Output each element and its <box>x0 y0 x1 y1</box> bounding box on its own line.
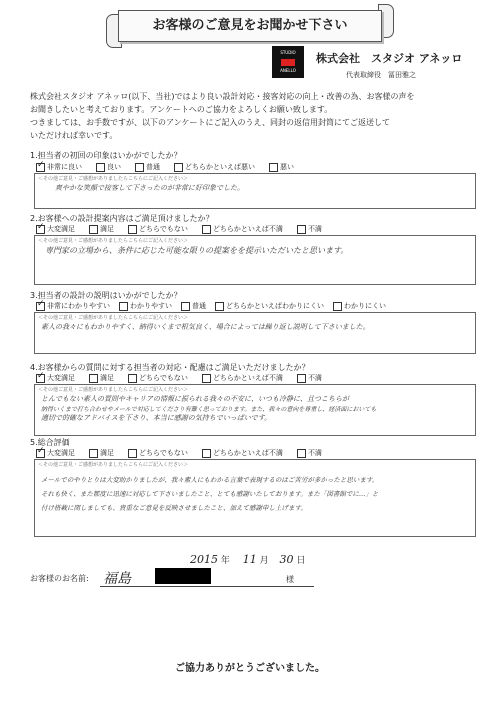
question-2-comment-box[interactable] <box>34 235 476 285</box>
customer-name-suffix: 様 <box>286 575 294 584</box>
company-name: 株式会社 スタジオ アネッロ <box>316 52 463 65</box>
option-label: 非常に良い <box>47 163 82 171</box>
q3-option[interactable] <box>181 301 206 311</box>
option-label: 不満 <box>307 374 322 382</box>
option-label: 大変満足 <box>47 225 75 233</box>
checkbox-icon[interactable] <box>135 163 144 172</box>
page-title: お客様のご意見をお聞かせ下さい <box>118 10 382 42</box>
company-logo <box>272 46 304 78</box>
intro-line: お聞きしたいと考えております。アンケートへのご協力をよろしくお願い致します。 <box>30 105 333 114</box>
q2-option[interactable] <box>202 224 283 234</box>
checkbox-icon[interactable] <box>89 225 98 234</box>
intro-line: つきましては、お手数ですが、以下のアンケートにご記入のうえ、同封の返信用封筒にてご返送して <box>30 118 390 127</box>
q3-option[interactable] <box>36 301 110 311</box>
option-label: 非常にわかりやすい <box>47 302 110 310</box>
q3-option[interactable] <box>119 301 172 311</box>
q1-option[interactable] <box>96 162 121 172</box>
q1-option[interactable] <box>174 162 255 172</box>
q1-option[interactable] <box>269 162 294 172</box>
checkbox-icon[interactable] <box>96 163 105 172</box>
representative-name: 代表取締役 冨田雅之 <box>346 71 416 79</box>
logo-text-bottom: ANELLO <box>280 68 296 73</box>
question-5-title: 5.総合評価 <box>30 438 70 447</box>
checkbox-checked-icon[interactable] <box>36 374 45 383</box>
option-label: 大変満足 <box>47 449 75 457</box>
question-1-comment-box[interactable] <box>34 173 476 209</box>
comment-handwriting: 爽やかな笑顔で接客して下さったのが非常に好印象でした。 <box>55 184 244 192</box>
comment-prompt: ＜その他ご意見・ご感想がありましたらこちらにご記入ください＞ <box>38 387 189 393</box>
question-5-comment-box[interactable] <box>34 459 476 537</box>
date-line <box>190 553 305 566</box>
option-label: わかりやすい <box>130 302 172 310</box>
option-label: 満足 <box>100 225 114 233</box>
question-1-options <box>36 162 294 172</box>
q5-option[interactable] <box>128 448 188 458</box>
q3-option[interactable] <box>333 301 386 311</box>
checkbox-icon[interactable] <box>297 225 306 234</box>
checkbox-icon[interactable] <box>128 225 137 234</box>
q2-option[interactable] <box>89 224 114 234</box>
q5-option[interactable] <box>202 448 283 458</box>
checkbox-checked-icon[interactable] <box>36 225 45 234</box>
checkbox-icon[interactable] <box>89 374 98 383</box>
checkbox-icon[interactable] <box>215 302 224 311</box>
question-3-comment-box[interactable] <box>34 312 476 354</box>
date-day: 30 <box>279 553 294 566</box>
checkbox-checked-icon[interactable] <box>36 163 45 172</box>
checkbox-icon[interactable] <box>174 163 183 172</box>
checkbox-checked-icon[interactable] <box>36 449 45 458</box>
q5-option[interactable] <box>89 448 114 458</box>
customer-name-label: お客様のお名前: <box>30 574 89 583</box>
option-label: 満足 <box>100 374 114 382</box>
logo-text-top: STUDIO <box>280 50 296 55</box>
checkbox-icon[interactable] <box>269 163 278 172</box>
option-label: 普通 <box>192 302 206 310</box>
checkbox-icon[interactable] <box>297 449 306 458</box>
question-4-options <box>36 373 322 383</box>
checkbox-icon[interactable] <box>202 449 211 458</box>
customer-name-handwriting: 福島 <box>103 571 131 587</box>
option-label: 不満 <box>307 225 322 233</box>
date-year: 2015 <box>190 553 218 566</box>
option-label: どちらでもない <box>139 225 188 233</box>
checkbox-icon[interactable] <box>89 449 98 458</box>
option-label: 普通 <box>146 163 160 171</box>
date-month: 11 <box>242 553 257 566</box>
comment-handwriting: 適切で的確なアドバイスを下さり、本当に感謝の気持ちでいっぱいです。 <box>41 414 272 422</box>
logo-red-mark <box>281 59 295 66</box>
option-label: 不満 <box>307 449 322 457</box>
option-label: 満足 <box>100 449 114 457</box>
question-1-title: 1.担当者の初回の印象はいかがでしたか？ <box>30 151 182 160</box>
question-2-options <box>36 224 322 234</box>
q2-option[interactable] <box>128 224 188 234</box>
checkbox-icon[interactable] <box>202 374 211 383</box>
q1-option[interactable] <box>135 162 160 172</box>
intro-line: いただければ幸いです。 <box>30 131 118 140</box>
q4-option[interactable] <box>202 373 283 383</box>
q5-option[interactable] <box>36 448 75 458</box>
option-label: どちらでもない <box>139 449 188 457</box>
q2-option[interactable] <box>36 224 75 234</box>
thank-you-message: ご協力ありがとうございました。 <box>175 663 325 674</box>
option-label: どちらかといえば不満 <box>212 449 283 457</box>
question-4-comment-box[interactable] <box>34 384 476 436</box>
option-label: どちらかといえば悪い <box>185 163 255 171</box>
option-label: 良い <box>107 163 121 171</box>
redaction-block <box>155 568 211 584</box>
q3-option[interactable] <box>215 301 324 311</box>
q4-option[interactable] <box>128 373 188 383</box>
comment-prompt: ＜その他ご意見・ご感想がありましたらこちらにご記入ください＞ <box>38 238 189 244</box>
date-month-label: 月 <box>259 556 269 566</box>
question-4-title: 4.お客様からの質問に対する担当者の対応・配慮はご満足いただけましたか？ <box>30 363 310 372</box>
option-label: どちらかといえば不満 <box>212 374 283 382</box>
option-label: どちらかといえばわかりにくい <box>226 302 324 310</box>
q4-option[interactable] <box>89 373 114 383</box>
checkbox-icon[interactable] <box>181 302 190 311</box>
q5-option[interactable] <box>297 448 322 458</box>
checkbox-icon[interactable] <box>333 302 342 311</box>
comment-prompt: ＜その他ご意見・ご感想がありましたらこちらにご記入ください＞ <box>38 462 189 468</box>
option-label: どちらかといえば不満 <box>212 225 283 233</box>
question-3-options <box>36 301 386 311</box>
date-day-label: 日 <box>296 556 306 566</box>
question-2-title: 2.お客様への設計提案内容はご満足頂けましたか？ <box>30 214 214 223</box>
checkbox-icon[interactable] <box>128 449 137 458</box>
checkbox-checked-icon[interactable] <box>36 302 45 311</box>
question-5-options <box>36 448 322 458</box>
intro-text <box>30 90 480 142</box>
comment-handwriting: メールでのやりとりは大変助かりましたが、我々素人にもわかる言葉で表現するのはご苦労が多かったと思います。 <box>41 476 379 484</box>
q1-option[interactable] <box>36 162 82 172</box>
checkbox-icon[interactable] <box>297 374 306 383</box>
comment-prompt: ＜その他ご意見・ご感想がありましたらこちらにご記入ください＞ <box>38 176 189 182</box>
option-label: どちらでもない <box>139 374 188 382</box>
comment-prompt: ＜その他ご意見・ご感想がありましたらこちらにご記入ください＞ <box>38 315 189 321</box>
comment-handwriting: 専門家の立場から、条件に応じた可能な限りの提案をを提示いただいたと思います。 <box>45 246 349 255</box>
comment-handwriting: とんでもない素人の質問やキャリアの情報に振られる我々の不安に、いつも冷静に、且つこちらが <box>41 395 349 403</box>
question-3-title: 3.担当者の設計の説明はいかがでしたか？ <box>30 291 182 300</box>
option-label: 大変満足 <box>47 374 75 382</box>
q4-option[interactable] <box>36 373 75 383</box>
q4-option[interactable] <box>297 373 322 383</box>
option-label: わかりにくい <box>344 302 386 310</box>
comment-handwriting: それも快く、また都度に迅速に対応して下さいましたこと、とても感謝いたしております。また「図書館でに…」と <box>41 490 379 498</box>
option-label: 悪い <box>280 163 294 171</box>
comment-handwriting: 付け搭載に関しましても、貴重なご意見を反映させましたこと、加えて感謝申し上げます。 <box>41 504 307 512</box>
comment-handwriting: 納得いくまで打ち合わせやメールで対応してくださり有難く思っております。また、我々の意向を尊重し、経済面においても <box>41 406 377 413</box>
checkbox-icon[interactable] <box>119 302 128 311</box>
intro-line: 株式会社スタジオ アネッロ(以下、当社)ではより良い設計対応・接客対応の向上・改善の為、お客様の声を <box>30 92 415 101</box>
comment-handwriting: 素人の我々にもわかりやすく、納得いくまで根気良く、場合によっては繰り返し説明して下さいました。 <box>41 323 370 331</box>
checkbox-icon[interactable] <box>202 225 211 234</box>
date-year-label: 年 <box>220 556 230 566</box>
checkbox-icon[interactable] <box>128 374 137 383</box>
q2-option[interactable] <box>297 224 322 234</box>
